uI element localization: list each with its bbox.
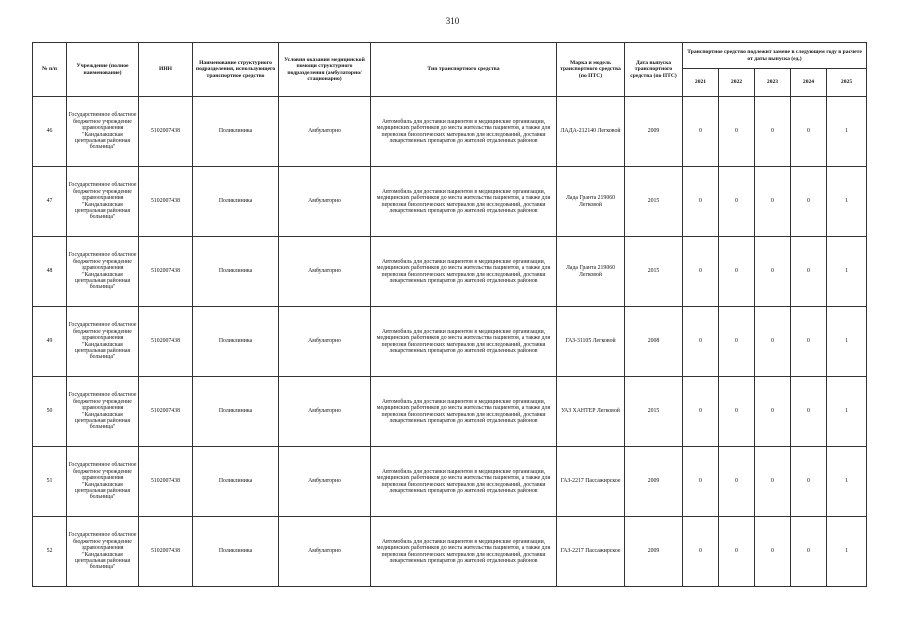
row-replace-2022: 0	[719, 97, 755, 167]
row-brand: ЛАДА-212140 Легковой	[557, 97, 625, 167]
table-row	[33, 167, 867, 237]
header-year-2021: 2021	[683, 69, 719, 97]
row-inn: 5102007438	[139, 167, 193, 237]
row-replace-2023: 0	[755, 97, 791, 167]
row-replace-2021: 0	[683, 167, 719, 237]
row-conditions: Амбулаторно	[279, 377, 371, 447]
row-vehicle-type: Автомобиль для доставки пациентов в медицинские организации, медицинских работников до места жительства пациентов, а также для перевозки биологических материалов для исследований, доставки лекарственных препаратов до жителей отдаленных районов	[371, 517, 557, 587]
table-row	[33, 97, 867, 167]
row-replace-2025: 1	[827, 447, 867, 517]
header-institution: Учреждение (полное наименование)	[67, 43, 139, 97]
header-inn: ИНН	[139, 43, 193, 97]
row-replace-2024: 0	[791, 237, 827, 307]
header-num: № п/п	[33, 43, 67, 97]
row-vehicle-type: Автомобиль для доставки пациентов в медицинские организации, медицинских работников до места жительства пациентов, а также для перевозки биологических материалов для исследований, доставки лекарственных препаратов до жителей отдаленных районов	[371, 97, 557, 167]
row-replace-2022: 0	[719, 377, 755, 447]
row-year: 2009	[625, 97, 683, 167]
row-brand: ГАЗ-2217 Пассажирское	[557, 517, 625, 587]
row-vehicle-type: Автомобиль для доставки пациентов в медицинские организации, медицинских работников до места жительства пациентов, а также для перевозки биологических материалов для исследований, доставки лекарственных препаратов до жителей отдаленных районов	[371, 447, 557, 517]
row-num: 51	[33, 447, 67, 517]
row-institution: Государственное областное бюджетное учреждение здравоохранения "Кандалакшская центральная районная больница"	[67, 237, 139, 307]
row-year: 2015	[625, 377, 683, 447]
row-conditions: Амбулаторно	[279, 447, 371, 517]
header-year-2023: 2023	[755, 69, 791, 97]
table-row	[33, 377, 867, 447]
row-institution: Государственное областное бюджетное учреждение здравоохранения "Кандалакшская центральная районная больница"	[67, 167, 139, 237]
row-replace-2021: 0	[683, 237, 719, 307]
row-replace-2025: 1	[827, 377, 867, 447]
row-num: 50	[33, 377, 67, 447]
row-unit: Поликлиника	[193, 377, 279, 447]
row-replace-2021: 0	[683, 517, 719, 587]
row-inn: 5102007438	[139, 97, 193, 167]
row-year: 2009	[625, 447, 683, 517]
row-num: 48	[33, 237, 67, 307]
row-replace-2024: 0	[791, 447, 827, 517]
row-brand: Лада Гранта 219060 Легковой	[557, 237, 625, 307]
header-type: Тип транспортного средства	[371, 43, 557, 97]
table-body	[33, 97, 867, 587]
row-vehicle-type: Автомобиль для доставки пациентов в медицинские организации, медицинских работников до места жительства пациентов, а также для перевозки биологических материалов для исследований, доставки лекарственных препаратов до жителей отдаленных районов	[371, 307, 557, 377]
header-year: Дата выпуска транспортного средства (по ПТС)	[625, 43, 683, 97]
row-unit: Поликлиника	[193, 237, 279, 307]
row-replace-2022: 0	[719, 167, 755, 237]
row-replace-2025: 1	[827, 167, 867, 237]
row-inn: 5102007438	[139, 307, 193, 377]
row-replace-2023: 0	[755, 447, 791, 517]
row-replace-2023: 0	[755, 167, 791, 237]
header-year-2022: 2022	[719, 69, 755, 97]
row-replace-2024: 0	[791, 517, 827, 587]
row-replace-2022: 0	[719, 447, 755, 517]
header-brand: Марка и модель транспортного средства (по ПТС)	[557, 43, 625, 97]
row-unit: Поликлиника	[193, 447, 279, 517]
row-replace-2021: 0	[683, 307, 719, 377]
row-replace-2025: 1	[827, 237, 867, 307]
row-unit: Поликлиника	[193, 307, 279, 377]
row-brand: УАЗ ХАНТЕР Легковой	[557, 377, 625, 447]
row-conditions: Амбулаторно	[279, 307, 371, 377]
row-inn: 5102007438	[139, 377, 193, 447]
row-replace-2025: 1	[827, 517, 867, 587]
vehicle-table	[32, 42, 867, 587]
row-unit: Поликлиника	[193, 97, 279, 167]
header-row	[33, 43, 867, 69]
row-replace-2024: 0	[791, 167, 827, 237]
table-row	[33, 447, 867, 517]
row-num: 46	[33, 97, 67, 167]
row-conditions: Амбулаторно	[279, 517, 371, 587]
row-brand: Лада Гранта 219060 Легковой	[557, 167, 625, 237]
row-conditions: Амбулаторно	[279, 237, 371, 307]
row-replace-2023: 0	[755, 307, 791, 377]
header-year-2024: 2024	[791, 69, 827, 97]
header-conditions: Условия оказания медицинской помощи структурного подразделения (амбулаторно/стационарно)	[279, 43, 371, 97]
row-institution: Государственное областное бюджетное учреждение здравоохранения "Кандалакшская центральная районная больница"	[67, 517, 139, 587]
row-vehicle-type: Автомобиль для доставки пациентов в медицинские организации, медицинских работников до места жительства пациентов, а также для перевозки биологических материалов для исследований, доставки лекарственных препаратов до жителей отдаленных районов	[371, 167, 557, 237]
page-number: 310	[445, 16, 460, 26]
row-replace-2024: 0	[791, 307, 827, 377]
row-replace-2025: 1	[827, 97, 867, 167]
row-replace-2023: 0	[755, 517, 791, 587]
row-replace-2022: 0	[719, 307, 755, 377]
header-year-2025: 2025	[827, 69, 867, 97]
row-replace-2022: 0	[719, 237, 755, 307]
row-replace-2023: 0	[755, 377, 791, 447]
row-inn: 5102007438	[139, 447, 193, 517]
row-replace-2024: 0	[791, 377, 827, 447]
row-conditions: Амбулаторно	[279, 97, 371, 167]
row-replace-2024: 0	[791, 97, 827, 167]
header-replace: Транспортное средство подлежит замене в следующем году в расчете от даты выпуска (ед.)	[683, 43, 867, 69]
table-row	[33, 237, 867, 307]
row-replace-2021: 0	[683, 97, 719, 167]
row-replace-2023: 0	[755, 237, 791, 307]
header-unit: Наименование структурного подразделения, использующего транспортное средство	[193, 43, 279, 97]
row-num: 49	[33, 307, 67, 377]
table-row	[33, 517, 867, 587]
row-inn: 5102007438	[139, 517, 193, 587]
row-replace-2025: 1	[827, 307, 867, 377]
row-brand: ГАЗ-31105 Легковой	[557, 307, 625, 377]
row-replace-2021: 0	[683, 377, 719, 447]
row-conditions: Амбулаторно	[279, 167, 371, 237]
row-replace-2022: 0	[719, 517, 755, 587]
row-inn: 5102007438	[139, 237, 193, 307]
row-institution: Государственное областное бюджетное учреждение здравоохранения "Кандалакшская центральная районная больница"	[67, 447, 139, 517]
row-year: 2008	[625, 307, 683, 377]
row-num: 52	[33, 517, 67, 587]
row-brand: ГАЗ-2217 Пассажирское	[557, 447, 625, 517]
row-replace-2021: 0	[683, 447, 719, 517]
row-year: 2015	[625, 237, 683, 307]
row-institution: Государственное областное бюджетное учреждение здравоохранения "Кандалакшская центральная районная больница"	[67, 97, 139, 167]
row-institution: Государственное областное бюджетное учреждение здравоохранения "Кандалакшская центральная районная больница"	[67, 377, 139, 447]
table-row	[33, 307, 867, 377]
row-unit: Поликлиника	[193, 167, 279, 237]
row-vehicle-type: Автомобиль для доставки пациентов в медицинские организации, медицинских работников до места жительства пациентов, а также для перевозки биологических материалов для исследований, доставки лекарственных препаратов до жителей отдаленных районов	[371, 237, 557, 307]
row-num: 47	[33, 167, 67, 237]
row-vehicle-type: Автомобиль для доставки пациентов в медицинские организации, медицинских работников до места жительства пациентов, а также для перевозки биологических материалов для исследований, доставки лекарственных препаратов до жителей отдаленных районов	[371, 377, 557, 447]
row-institution: Государственное областное бюджетное учреждение здравоохранения "Кандалакшская центральная районная больница"	[67, 307, 139, 377]
row-year: 2015	[625, 167, 683, 237]
row-year: 2009	[625, 517, 683, 587]
row-unit: Поликлиника	[193, 517, 279, 587]
